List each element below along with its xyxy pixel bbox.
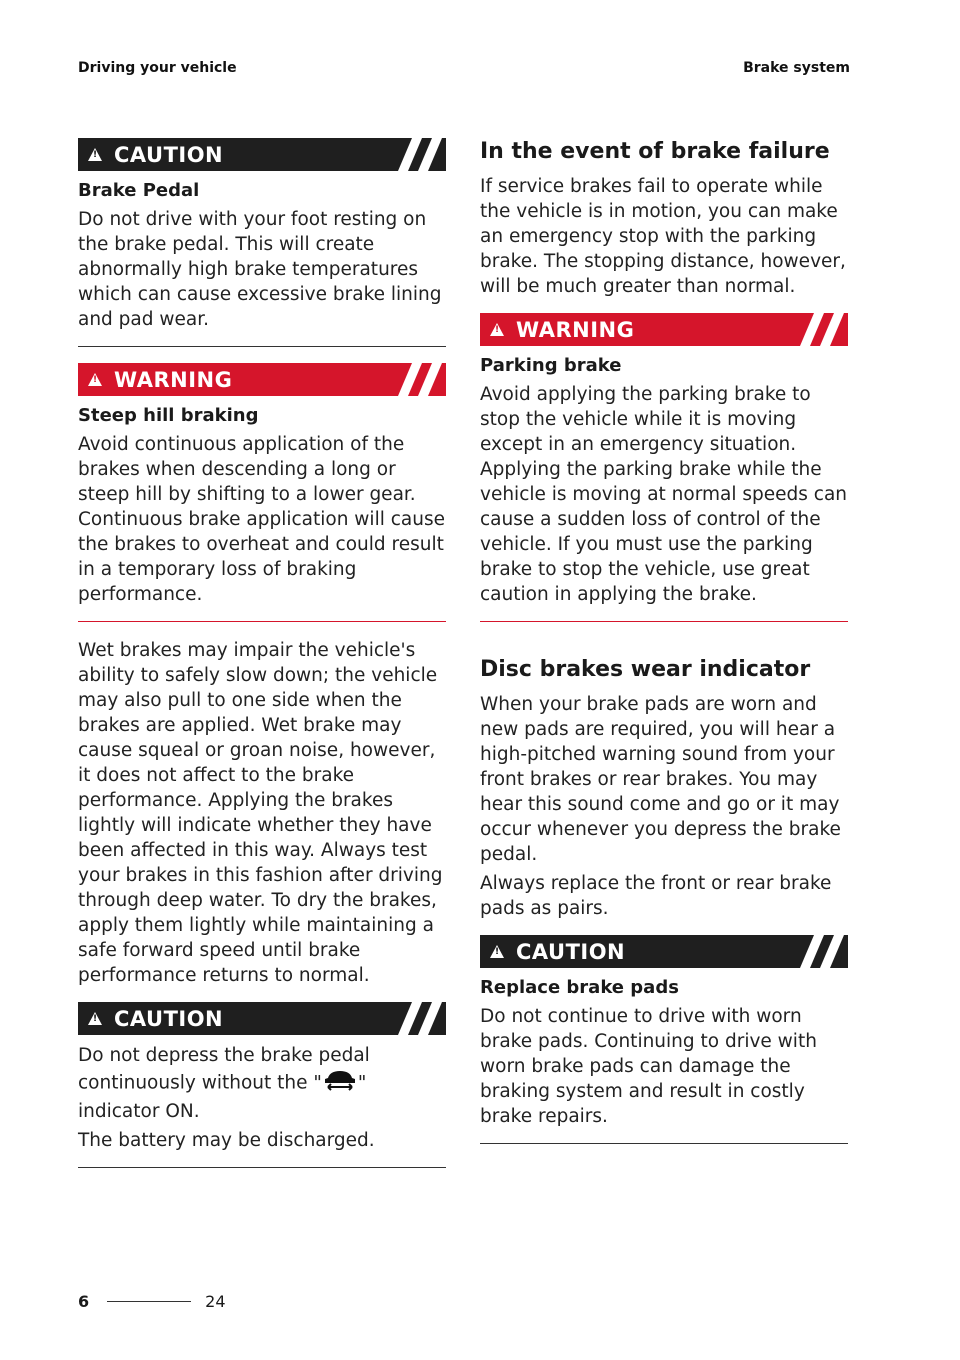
caution-text-after: " indicator ON. (78, 1072, 367, 1122)
header-section: Driving your vehicle (78, 60, 237, 76)
warning-text: Avoid continuous application of the brakes when descending a long or steep hill by shifting to a lower gear. Continuous brake application will cause the brakes to overheat and could result in a temporary loss of braking performance. (78, 434, 445, 605)
car-indicator-icon (322, 1068, 358, 1099)
banner-label: WARNING (114, 367, 233, 392)
divider (480, 621, 848, 622)
warning-title: Parking brake (480, 355, 622, 376)
caution-banner (78, 138, 446, 171)
banner-label: WARNING (516, 317, 635, 342)
caution-banner (480, 935, 848, 968)
chapter-number: 6 (78, 1292, 90, 1311)
warning-triangle-icon (490, 323, 504, 336)
warning-text: Avoid applying the parking brake to stop the vehicle while it is moving except in an emergency situation. Applying the parking brake while the vehicle is moving at normal speeds can cause a sudden loss of control of the vehicle. If you must use the parking brake to stop the vehicle, use great caution in applying the brake. (480, 384, 848, 605)
caution-title: Brake Pedal (78, 180, 200, 201)
caution-text (78, 1043, 446, 1124)
caution-text: Do not drive with your foot resting on the brake pedal. This will create abnormally high brake temperatures which can cause excessive brake lining and pad wear. (78, 209, 442, 330)
section-heading: Disc brakes wear indicator (480, 657, 811, 682)
caution-title: Replace brake pads (480, 977, 679, 998)
caution-banner (78, 1002, 446, 1035)
warning-triangle-icon (88, 373, 102, 386)
disc-text-2: Always replace the front or rear brake pads as pairs. (480, 873, 832, 919)
divider (78, 1167, 446, 1168)
header-topic: Brake system (743, 60, 850, 76)
page-number: 24 (205, 1292, 226, 1311)
divider (78, 346, 446, 347)
section-heading: In the event of brake failure (480, 139, 830, 164)
slash-decoration (784, 935, 848, 968)
warning-triangle-icon (490, 945, 504, 958)
caution-text-before: Do not depress the brake pedal continuously without the " (78, 1045, 370, 1094)
wet-brakes-paragraph: Wet brakes may impair the vehicle's ability to safely slow down; the vehicle may also pull to one side when the brakes are applied. Wet brake may cause squeal or groan noise, however, it does not affect to the brake performance. Applying the brakes lightly will indicate whether they have been affected in this way. Always test your brakes in this fashion after driving through deep water. To dry the brakes, apply them lightly while maintaining a safe forward speed until brake performance returns to normal. (78, 640, 443, 986)
banner-label: CAUTION (114, 142, 224, 167)
disc-text: When your brake pads are worn and new pads are required, you will hear a high-pitched warning sound from your front brakes or rear brakes. You may hear this sound come and go or it may occur whenever you depress the brake pedal. (480, 694, 841, 865)
warning-banner (480, 313, 848, 346)
divider (480, 1143, 848, 1144)
caution-text-2: The battery may be discharged. (78, 1130, 375, 1151)
warning-triangle-icon (88, 1012, 102, 1025)
warning-title: Steep hill braking (78, 405, 259, 426)
slash-decoration (382, 363, 446, 396)
divider (78, 621, 446, 622)
slash-decoration (382, 1002, 446, 1035)
page-footer (78, 1292, 226, 1311)
slash-decoration (382, 138, 446, 171)
slash-decoration (784, 313, 848, 346)
right-column (480, 138, 848, 1160)
warning-triangle-icon (88, 148, 102, 161)
failure-text: If service brakes fail to operate while the vehicle is in motion, you can make an emergency stop with the parking brake. The stopping distance, however, will be much greater than normal. (480, 176, 846, 297)
banner-label: CAUTION (114, 1006, 224, 1031)
warning-banner (78, 363, 446, 396)
caution-text: Do not continue to drive with worn brake pads. Continuing to drive with worn brake pads can damage the braking system and result in costly brake repairs. (480, 1006, 817, 1127)
footer-line (107, 1301, 191, 1302)
left-column (78, 138, 446, 1184)
banner-label: CAUTION (516, 939, 626, 964)
